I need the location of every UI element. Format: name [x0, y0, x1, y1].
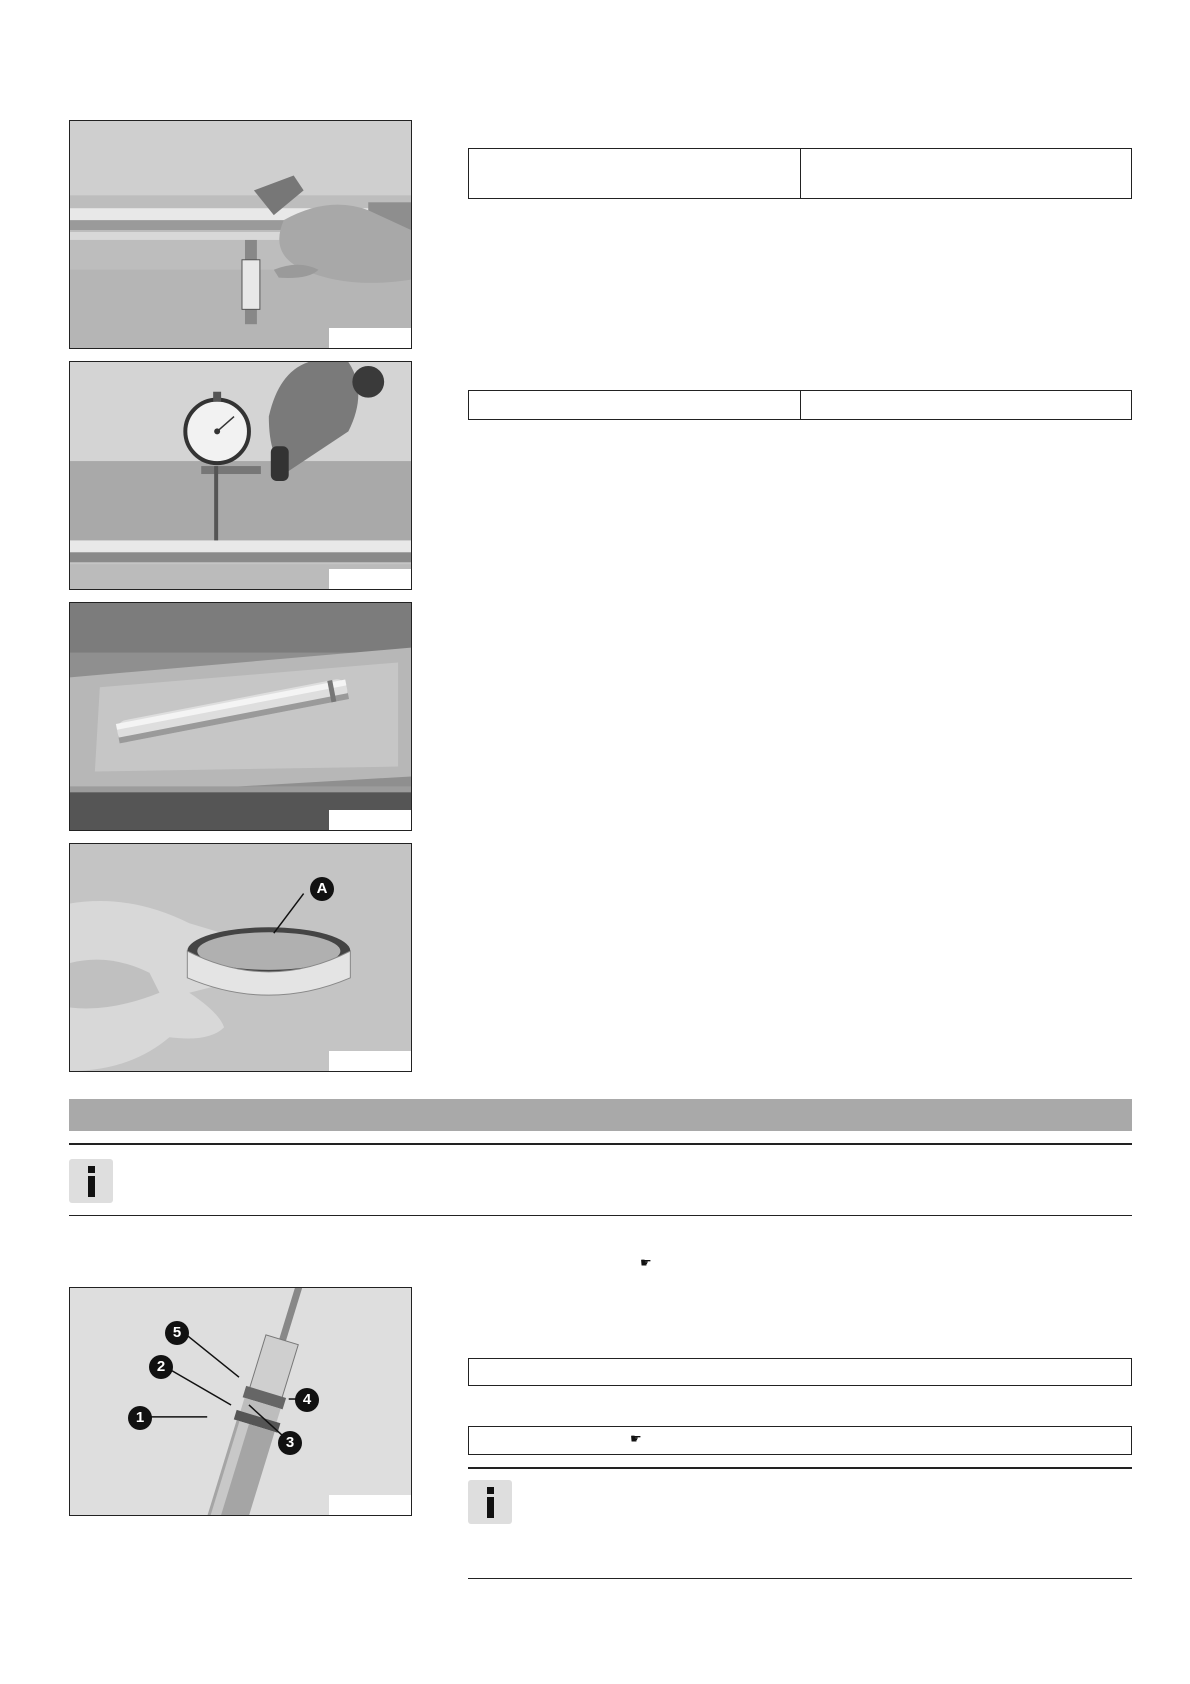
figure-code [329, 328, 411, 348]
callout-1: 1 [128, 1406, 152, 1430]
figure-dial-gauge [69, 361, 412, 590]
info-box-top-rule [69, 1143, 1132, 1145]
callout-a: A [310, 877, 334, 901]
callout-4: 4 [295, 1388, 319, 1412]
info-box-2-bottom-rule [468, 1578, 1132, 1579]
figure-fork-tube [69, 602, 412, 831]
spec-table-3-value [469, 1359, 1131, 1385]
figure-code [329, 1051, 411, 1071]
spec-table-1-value [800, 149, 1132, 198]
section-header-bar [69, 1099, 1132, 1131]
figure-code [329, 810, 411, 830]
pointing-hand-icon: ☛ [630, 1431, 642, 1446]
callout-5: 5 [165, 1321, 189, 1345]
photo-dial-gauge-image [70, 362, 411, 589]
info-icon [468, 1480, 512, 1524]
info-icon [69, 1159, 113, 1203]
spec-table-1-label [469, 149, 800, 198]
spec-table-2-value [800, 391, 1132, 419]
figure-caliper-measurement [69, 120, 412, 349]
info-box-bottom-rule [69, 1215, 1132, 1216]
spec-table-4 [468, 1426, 1132, 1455]
pointing-hand-icon: ☛ [640, 1255, 652, 1270]
spec-table-4-value [469, 1427, 1131, 1454]
figure-code [329, 569, 411, 589]
callout-3: 3 [278, 1431, 302, 1455]
figure-code [329, 1495, 411, 1515]
spec-table-3 [468, 1358, 1132, 1386]
photo-bushing-image [70, 844, 411, 1071]
callout-2: 2 [149, 1355, 173, 1379]
figure-bushing [69, 843, 412, 1072]
info-box-2-top-rule [468, 1467, 1132, 1469]
spec-table-2 [468, 390, 1132, 420]
photo-damper-image [70, 1288, 411, 1515]
photo-fork-tube-image [70, 603, 411, 830]
figure-damper-rings [69, 1287, 412, 1516]
spec-table-2-label [469, 391, 800, 419]
photo-caliper-image [70, 121, 411, 348]
spec-table-1 [468, 148, 1132, 199]
